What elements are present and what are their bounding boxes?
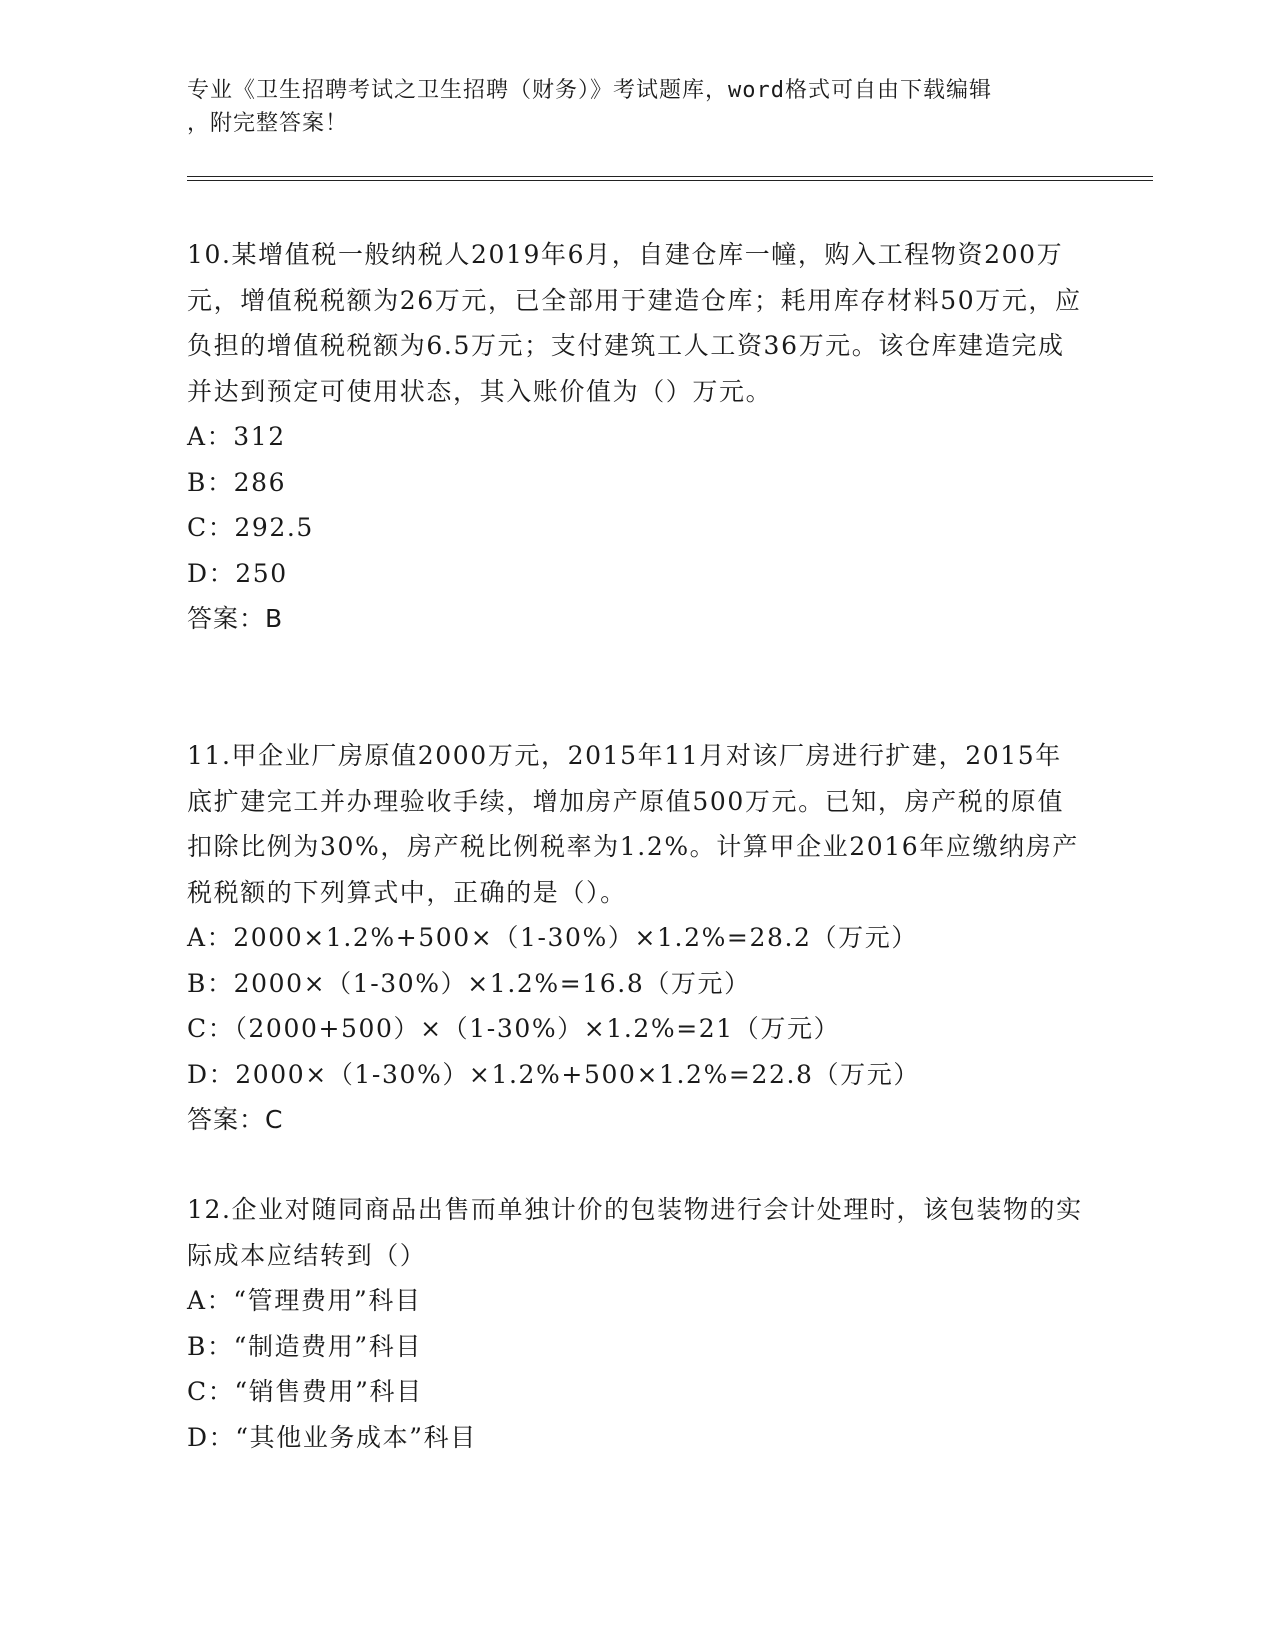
header-divider [187, 176, 1153, 181]
option-c: C：“销售费用”科目 [187, 1377, 423, 1406]
question-stem: 10.某增值税一般纳税人2019年6月，自建仓库一幢，购入工程物资200万元，增值税税额为26万元，已全部用于建造仓库；耗用库存材料50万元，应负担的增值税税额为6.5万元；支付建筑工人工资36万元。该仓库建造完成并达到预定可使用状态，其入账价值为（）万元。 [187, 240, 1082, 406]
document-header [187, 74, 1077, 140]
question-stem: 12.企业对随同商品出售而单独计价的包装物进行会计处理时，该包装物的实际成本应结转到（） [187, 1195, 1083, 1270]
option-b: B：2000×（1-30%）×1.2%=16.8（万元） [187, 968, 751, 998]
option-c: C：（2000+500）×（1-30%）×1.2%=21（万元） [187, 1014, 841, 1043]
option-d: D：2000×（1-30%）×1.2%+500×1.2%=22.8（万元） [187, 1059, 920, 1089]
option-b: B：“制造费用”科目 [187, 1331, 422, 1361]
question-stem: 11.甲企业厂房原值2000万元，2015年11月对该厂房进行扩建，2015年底扩建完工并办理验收手续，增加房产原值500万元。已知，房产税的原值扣除比例为30%，房产税比例税率为1.2%。计算甲企业2016年应缴纳房产税税额的下列算式中，正确的是（）。 [187, 741, 1079, 907]
header-title-line: 专业《卫生招聘考试之卫生招聘（财务）》考试题库，word格式可自由下载编辑 [187, 78, 992, 103]
option-d: D：“其他业务成本”科目 [187, 1422, 477, 1452]
option-a: A：312 [187, 422, 286, 451]
header-title-continuation: ，附完整答案！ [187, 111, 349, 136]
option-b: B：286 [187, 467, 287, 497]
question-11 [187, 733, 1087, 1143]
option-c: C：292.5 [187, 513, 314, 542]
option-d: D：250 [187, 558, 288, 588]
answer-line: 答案：B [187, 604, 284, 633]
question-12 [187, 1187, 1087, 1460]
question-10 [187, 232, 1087, 642]
option-a: A：2000×1.2%+500×（1-30%）×1.2%=28.2（万元） [187, 923, 918, 952]
option-a: A：“管理费用”科目 [187, 1286, 422, 1315]
answer-line: 答案：C [187, 1105, 284, 1134]
